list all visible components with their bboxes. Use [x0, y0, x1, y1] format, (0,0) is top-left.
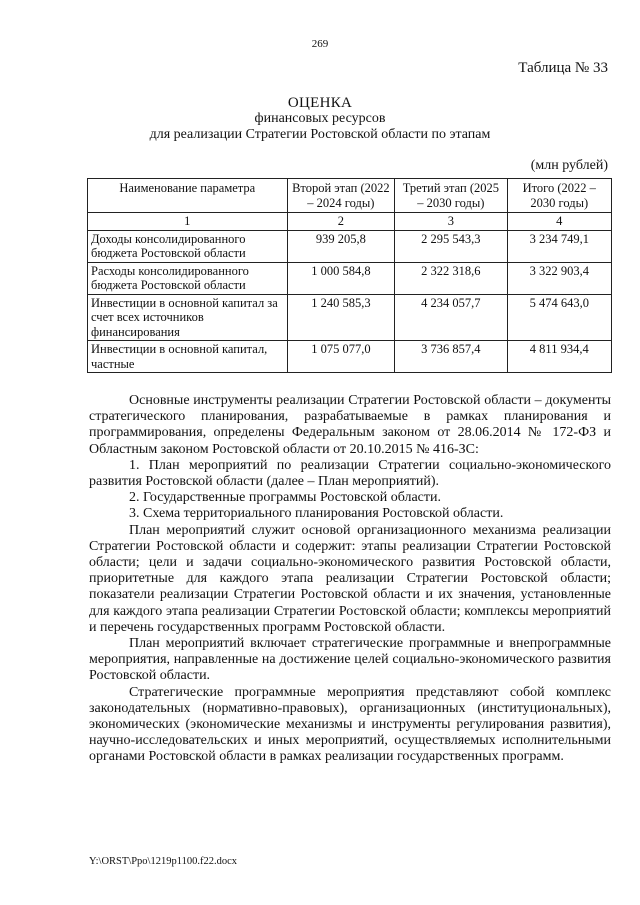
column-header: Итого (2022 – 2030 годы) [507, 179, 611, 213]
table-row [88, 230, 612, 262]
table-row [88, 294, 612, 341]
table-cell: 1 000 584,8 [287, 262, 395, 294]
table-cell: 4 811 934,4 [507, 341, 611, 373]
table-cell: 1 240 585,3 [287, 294, 395, 341]
title-subheading: финансовых ресурсов [254, 111, 386, 126]
table-cell: 3 322 903,4 [507, 262, 611, 294]
units-label: (млн рублей) [530, 158, 608, 173]
page-number: 269 [311, 38, 329, 50]
paragraph: Основные инструменты реализации Стратегии Ростовской области – документы стратегического планирования, разрабатываемые в рамках планирования и программирования, определены Федеральным законом от 28.06.2014 № 172-ФЗ и Областным законом Ростовской области от 20.10.2015 № 416-ЗС: [89, 393, 611, 457]
list-item: 3. Схема территориального планирования Ростовской области. [129, 506, 504, 522]
column-header: Третий этап (2025 – 2030 годы) [395, 179, 507, 213]
paragraph: Стратегические программные мероприятия представляют собой комплекс законодательных (нормативно-правовых), организационных (институциональных), экономических (экономические механизмы и инструменты регулирования развития), научно-исследовательских и иных мероприятий, осуществляемых исполнительными органами Ростовской области в рамках реализации государственных программ. [89, 684, 611, 765]
index-cell: 1 [88, 213, 288, 231]
table-cell: 2 295 543,3 [395, 230, 507, 262]
table-row [88, 262, 612, 294]
table-index-row [88, 213, 612, 231]
title-subheading-2: для реализации Стратегии Ростовской области по этапам [149, 127, 491, 142]
table-cell: 5 474 643,0 [507, 294, 611, 341]
index-cell: 2 [287, 213, 395, 231]
paragraph: План мероприятий включает стратегические программные и внепрограммные мероприятия, направленные на достижение целей социально-экономического развития Ростовской области. [89, 636, 611, 684]
table-cell: 3 234 749,1 [507, 230, 611, 262]
table-cell: 1 075 077,0 [287, 341, 395, 373]
table-cell: 2 322 318,6 [395, 262, 507, 294]
table-cell: 4 234 057,7 [395, 294, 507, 341]
row-label: Доходы консолидированного бюджета Ростовской области [88, 230, 288, 262]
index-cell: 4 [507, 213, 611, 231]
column-header: Второй этап (2022 – 2024 годы) [287, 179, 395, 213]
file-path-footer: Y:\ORST\Ppo\1219p1100.f22.docx [89, 856, 237, 867]
row-label: Инвестиции в основной капитал, частные [88, 341, 288, 373]
paragraph: План мероприятий служит основой организационного механизма реализации Стратегии Ростовской области и содержит: этапы реализации Стратегии Ростовской области; цели и задачи социально-экономического развития Ростовской области, приоритетные для каждого этапа реализации Стратегии Ростовской области; показатели реализации Стратегии Ростовской области и их значения, установленные для каждого этапа реализации Стратегии Ростовской области; комплексы мероприятий и перечень государственных программ Ростовской области. [89, 522, 611, 635]
row-label: Расходы консолидированного бюджета Ростовской области [88, 262, 288, 294]
list-item: 1. План мероприятий по реализации Стратегии социально-экономического развития Ростовской области (далее – План мероприятий). [89, 457, 611, 490]
table-label: Таблица № 33 [518, 60, 608, 76]
table-cell: 3 736 857,4 [395, 341, 507, 373]
table-row [88, 341, 612, 373]
column-header: Наименование параметра [88, 179, 288, 213]
list-item: 2. Государственные программы Ростовской области. [129, 490, 442, 506]
table-header-row [88, 179, 612, 213]
financial-resources-table [87, 178, 612, 373]
index-cell: 3 [395, 213, 507, 231]
body-text [89, 393, 611, 766]
row-label: Инвестиции в основной капитал за счет всех источников финансирования [88, 294, 288, 341]
title-heading: ОЦЕНКА [287, 95, 353, 111]
table-cell: 939 205,8 [287, 230, 395, 262]
